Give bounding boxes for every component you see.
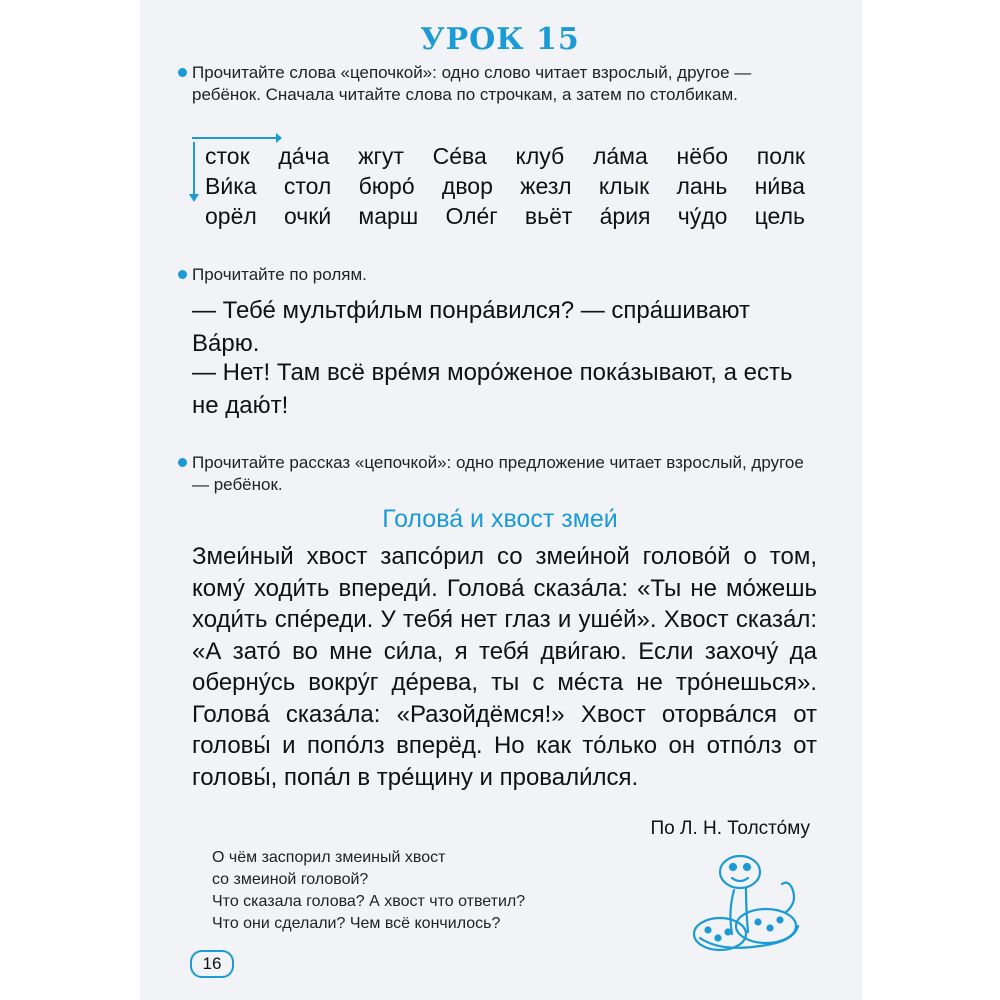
- question-line: Что сказала голова? А хвост что ответил?: [212, 893, 526, 910]
- word: ла́ма: [592, 143, 648, 169]
- word: очки́: [284, 203, 332, 229]
- instruction-words: [192, 62, 822, 106]
- instruction-story-text: Прочитайте рассказ «цепочкой»: одно предложение читает взрослый, другое — ребёнок.: [192, 453, 804, 494]
- instruction-words-text: Прочитайте слова «цепочкой»: одно слово читает взрослый, другое — ребёнок. Сначала читайте слова по строчкам, а затем по столбикам.: [192, 63, 752, 104]
- word: цель: [754, 203, 805, 229]
- story-attribution: По Л. Н. Толсто́му: [650, 818, 810, 839]
- word: сток: [205, 143, 250, 169]
- instruction-roles: [192, 264, 822, 286]
- story-text: Змеи́ный хвост запсо́рил со змеи́ной голово́й о том, кому́ ходи́ть впереди́. Голова́ сказа́ла: «Ты не мо́жешь ходи́ть спе́реди. У тебя́ нет глаз и уше́й». Хвост сказа́л: «А зато́ во мне си́ла, я тебя́ дви́гаю. Если захочу́ да оберну́сь вокру́г де́рева, ты с ме́ста не тро́нешься». Голова́ сказа́ла: «Разойдёмся!» Хвост оторва́лся от головы́ и попо́лз вперёд. Но как то́лько он отпо́лз от головы́, попа́л в тре́щину и провали́лся.: [192, 543, 817, 791]
- word: лань: [676, 173, 728, 199]
- word: полк: [756, 143, 805, 169]
- word: марш: [358, 203, 419, 229]
- word-row: [205, 171, 805, 201]
- word-row: [205, 141, 805, 171]
- word: стол: [283, 173, 332, 199]
- word: жгут: [358, 143, 404, 169]
- word: бюро́: [358, 173, 415, 199]
- bullet-icon: [178, 270, 187, 279]
- word: жезл: [520, 173, 572, 199]
- bullet-icon: [178, 458, 187, 467]
- dialog-line-answer: — Нет! Там всё вре́мя моро́женое пока́зывают, а есть не даю́т!: [192, 359, 793, 419]
- word: Ви́ка: [205, 173, 257, 199]
- word: нёбо: [676, 143, 728, 169]
- lesson-title: УРОК 15: [420, 22, 580, 57]
- story-title: Голова́ и хвост змеи́: [382, 505, 618, 533]
- question-line: О чём заспорил змеиный хвост: [212, 849, 446, 866]
- question-line: со змеиной головой?: [212, 871, 369, 888]
- page-number: 16: [190, 950, 234, 978]
- arrow-down-icon: [188, 142, 200, 202]
- word: клык: [598, 173, 650, 199]
- word: а́рия: [599, 203, 651, 229]
- word: вьёт: [524, 203, 573, 229]
- dialog-line-question: — Тебе́ мультфи́льм понра́вился? — спра́шивают Ва́рю.: [192, 297, 751, 357]
- questions-block: [212, 847, 682, 935]
- bullet-icon: [178, 68, 187, 77]
- instruction-roles-text: Прочитайте по ролям.: [192, 265, 367, 284]
- word: двор: [441, 173, 493, 199]
- word-grid: [205, 141, 805, 231]
- word: орёл: [205, 203, 257, 229]
- word: да́ча: [278, 143, 330, 169]
- snake-icon: [688, 838, 803, 956]
- word: Се́ва: [432, 143, 487, 169]
- word: клуб: [515, 143, 565, 169]
- word: ни́ва: [754, 173, 805, 199]
- word: чу́до: [677, 203, 728, 229]
- word-row: [205, 201, 805, 231]
- question-line: Что они сделали? Чем всё кончилось?: [212, 915, 501, 932]
- instruction-story: [192, 452, 822, 496]
- word: Оле́г: [445, 203, 498, 229]
